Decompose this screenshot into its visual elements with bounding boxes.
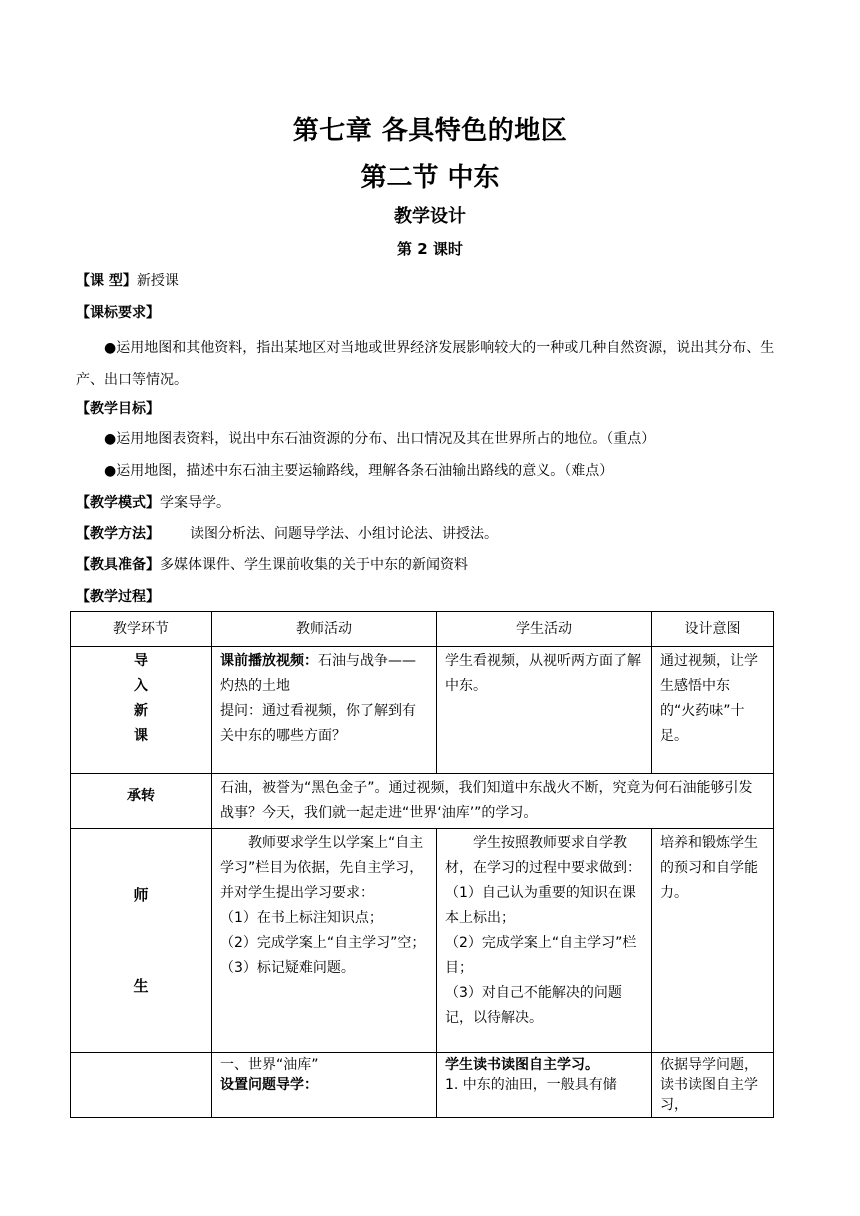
table-row-oil-depot — [71, 1053, 774, 1118]
table-row-intro — [71, 647, 774, 774]
student-task-3: （3）对自己不能解决的问题记，以待解决。 — [445, 985, 622, 1026]
course-type-line — [76, 270, 788, 292]
teacher-requirement-3: （3）标记疑难问题。 — [220, 960, 355, 976]
process-label: 【教学过程】 — [76, 589, 160, 605]
method-line — [76, 523, 788, 545]
video-title: 石油与战争——灼热的土地 — [220, 653, 416, 694]
standard-text: ●运用地图和其他资料，指出某地区对当地或世界经济发展影响较大的一种或几种自然资源，说出其分布、生产、出口等情况。 — [76, 340, 775, 388]
section-title: 第二节 中东 — [360, 163, 500, 193]
stage-self-study — [71, 829, 212, 1053]
prep-line — [76, 554, 788, 576]
table-row-transition — [71, 774, 774, 829]
goal-2: ●运用地图，描述中东石油主要运输路线，理解各条石油输出路线的意义。（难点） — [104, 463, 614, 479]
oil-depot-heading: 一、世界“油库” — [220, 1057, 319, 1073]
student-read-map: 学生读书读图自主学习。 — [445, 1057, 599, 1073]
table-row-self-study — [71, 829, 774, 1053]
header-teacher: 教师活动 — [212, 612, 437, 647]
student-self-study-intro: 学生按照教师要求自学教材，在学习的过程中要求做到： — [445, 835, 641, 876]
header-stage: 教学环节 — [71, 612, 212, 647]
header-student: 学生活动 — [437, 612, 652, 647]
course-type-label: 【课 型】 — [76, 273, 137, 289]
course-type-value: 新授课 — [136, 273, 179, 289]
guided-questions-label: 设置问题导学： — [220, 1077, 318, 1093]
transition-text: 石油，被誉为“黑色金子”。通过视频，我们知道中东战火不断，究竟为何石油能够引发战事？今天，我们就一起走进“世界‘油库’”的学习。 — [212, 774, 774, 829]
student-activity-oil-depot — [437, 1053, 652, 1118]
teaching-process-table — [70, 611, 774, 1118]
goals-label: 【教学目标】 — [76, 401, 160, 417]
teacher-activity-oil-depot — [212, 1053, 437, 1118]
student-activity-intro: 学生看视频，从视听两方面了解中东。 — [437, 647, 652, 774]
teacher-requirement-2: （2）完成学案上“自主学习”空； — [220, 935, 426, 951]
goal-1: ●运用地图表资料，说出中东石油资源的分布、出口情况及其在世界所占的地位。（重点） — [104, 431, 656, 447]
goals-heading — [76, 398, 788, 420]
standard-heading — [76, 302, 788, 324]
teacher-intro-line1 — [220, 649, 428, 699]
intent-intro: 通过视频，让学生感悟中东的“火药味”十足。 — [652, 647, 774, 774]
student-task-1: （1）自己认为重要的知识在课本上标出； — [445, 885, 636, 926]
stage-char: 入 — [134, 678, 148, 694]
video-label: 课前播放视频： — [220, 653, 318, 669]
standard-label: 【课标要求】 — [76, 305, 160, 321]
table-header-row — [71, 612, 774, 647]
stage-intro — [71, 647, 212, 774]
teacher-activity-intro — [212, 647, 437, 774]
intent-oil-depot: 依据导学问题，读书读图自主学习， — [652, 1053, 774, 1118]
stage-char: 课 — [134, 728, 148, 744]
teacher-activity-self-study — [212, 829, 437, 1053]
student-question-1: 1. 中东的油田，一般具有储 — [445, 1077, 617, 1093]
teacher-intro-question: 提问：通过看视频，你了解到有关中东的哪些方面？ — [220, 703, 416, 744]
doc-type-title: 教学设计 — [394, 206, 466, 227]
mode-value: 学案导学。 — [160, 495, 230, 511]
header-intent: 设计意图 — [652, 612, 774, 647]
teacher-self-study-intro: 教师要求学生以学案上“自主学习”栏目为依据，先自主学习，并对学生提出学习要求： — [220, 835, 424, 901]
prep-label: 【教具准备】 — [76, 557, 160, 573]
mode-label: 【教学模式】 — [76, 495, 160, 511]
process-heading — [76, 586, 788, 608]
mode-line — [76, 492, 788, 514]
student-task-2: （2）完成学案上“自主学习”栏目； — [445, 935, 637, 976]
lesson-title: 第 2 课时 — [397, 240, 463, 258]
stage-transition: 承转 — [71, 774, 212, 829]
stage-char: 生 — [133, 976, 149, 995]
stage-char: 新 — [134, 703, 148, 719]
teacher-requirement-1: （1）在书上标注知识点； — [220, 910, 383, 926]
method-value: 读图分析法、问题导学法、小组讨论法、讲授法。 — [190, 526, 498, 542]
stage-oil-depot — [71, 1053, 212, 1118]
stage-char: 导 — [134, 653, 148, 669]
prep-value: 多媒体课件、学生课前收集的关于中东的新闻资料 — [160, 557, 468, 573]
student-activity-self-study — [437, 829, 652, 1053]
chapter-title: 第七章 各具特色的地区 — [292, 116, 568, 146]
intent-self-study: 培养和锻炼学生的预习和自学能力。 — [652, 829, 774, 1053]
method-label: 【教学方法】 — [76, 526, 160, 542]
stage-char: 师 — [133, 885, 149, 904]
